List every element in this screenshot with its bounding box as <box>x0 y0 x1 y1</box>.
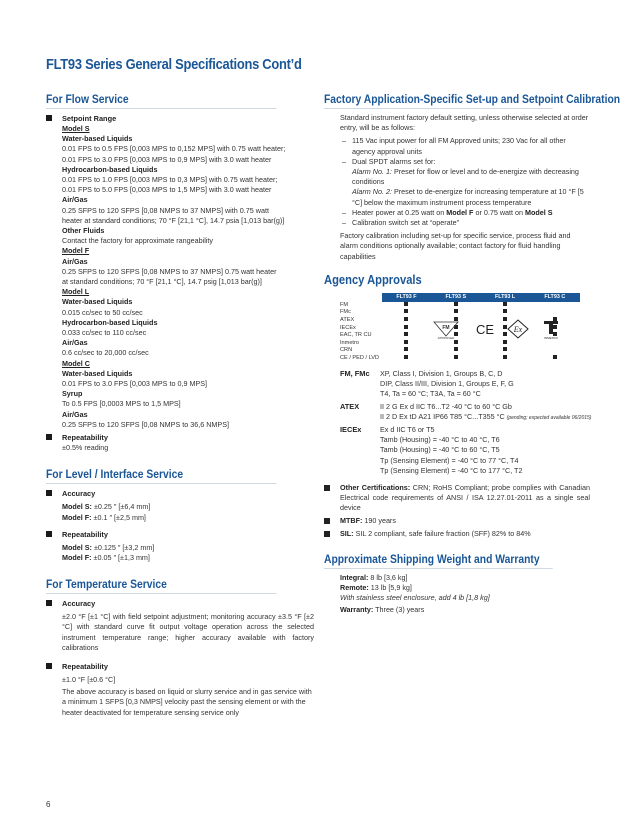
setpoint-range-bullet: Setpoint Range <box>46 113 314 124</box>
model-s-label: Model S: <box>62 542 92 552</box>
approval-mark <box>404 325 408 329</box>
agency-logos <box>432 318 582 338</box>
agency-cell <box>382 302 431 310</box>
fm-logo-sub: APPROVED <box>437 336 455 340</box>
agency-cell <box>382 347 431 355</box>
atex-line: II 2 D Ex tD A21 IP66 T85 °C...T355 °C <box>380 411 505 421</box>
agency-row-label: FMc <box>340 309 351 316</box>
ce-logo <box>476 322 494 337</box>
heater-text: or 0.75 watt on <box>473 207 525 217</box>
fm-line: XP, Class I, Division 1, Groups B, C, D <box>380 368 503 378</box>
agency-cell <box>481 340 530 348</box>
agency-cell <box>481 355 530 363</box>
agency-cell <box>382 309 431 317</box>
text-line: 0.01 FPS to 3.0 FPS [0,003 MPS to 0,9 MPS] <box>62 379 208 389</box>
alarm1-text: Preset for flow or level and to de-energize with decreasing conditions <box>352 167 579 187</box>
bullet-square <box>324 518 330 524</box>
agency-row <box>340 355 580 363</box>
iecex-line: Tamb (Housing) = -40 °C to 40 °C, T6 <box>380 435 500 444</box>
model-c-label: Model C <box>62 358 90 368</box>
approval-mark <box>454 302 458 306</box>
approval-mark <box>454 355 458 359</box>
text-line: 0.01 FPS to 5.0 FPS [0,003 MPS to 1,5 MPS] with 3.0 watt heater <box>62 185 272 195</box>
iecex-line: Tp (Sensing Element) = -40 °C to 77 °C, T4 <box>380 455 519 465</box>
approval-mark <box>454 347 458 351</box>
approval-mark <box>553 355 557 359</box>
approval-mark <box>503 355 507 359</box>
atex-label: ATEX <box>340 401 360 411</box>
agency-cell <box>431 302 481 310</box>
approval-mark <box>404 347 408 351</box>
atex-note: (pending; expected available 06/2015) <box>506 414 592 421</box>
agency-heading: Agency Approvals <box>324 271 422 287</box>
col-header: FLT93 F <box>382 293 431 302</box>
ex-logo <box>508 320 528 338</box>
integral-value: 8 lb [3,6 kg] <box>370 572 408 582</box>
agency-row-label: ATEX <box>340 317 355 324</box>
col-header: FLT93 C <box>530 293 580 302</box>
alarm2-text: Preset to de-energize for increasing temperature at 10 °F [5 °C] below the maximum instrument process temperature <box>352 187 584 207</box>
approval-mark <box>404 309 408 313</box>
agency-cell <box>382 340 431 348</box>
agency-cell <box>530 340 580 348</box>
alarm2-label: Alarm No. 2: <box>352 187 392 197</box>
text-line: heater at standard conditions; 70 °F [21,1 °C], 14.7 psia [1,013 bar(g)] <box>62 215 285 225</box>
level-heading: For Level / Interface Service <box>46 467 276 484</box>
level-repeatability-bullet: Repeatability <box>46 529 314 540</box>
text-line: 0.015 cc/sec to 50 cc/sec <box>62 307 143 317</box>
remote-note: With stainless steel enclosure, add 4 lb [1,8 kg] <box>340 593 490 603</box>
other-cert-label: Other Certifications: <box>340 482 411 492</box>
model-f-label: Model F: <box>62 552 92 562</box>
alarm1-label: Alarm No. 1: <box>352 167 392 177</box>
text-line: Contact the factory for approximate rangeability <box>62 236 214 246</box>
factory-item: – Dual SPDT alarms set for: <box>340 157 590 167</box>
approval-mark <box>404 355 408 359</box>
inmetro-logo <box>544 321 559 340</box>
warranty-label: Warranty: <box>340 605 374 615</box>
approval-mark <box>503 347 507 351</box>
value: ±0.125 ″ [±3,2 mm] <box>93 542 155 552</box>
repeatability-value: ±0.5% reading <box>62 443 109 453</box>
airgas-label: Air/Gas <box>62 338 88 348</box>
bullet-square <box>324 485 330 491</box>
text-line: 0.25 SFPS to 120 SFPS [0,08 NMPS to 37 NMPS] 0.75 watt heater <box>62 266 277 276</box>
iecex-line: Ex d IIC T6 or T5 <box>380 424 435 434</box>
shipping-heading: Approximate Shipping Weight and Warranty <box>324 552 553 569</box>
iecex-label: IECEx <box>340 424 362 434</box>
agency-row-label: Inmetro <box>340 339 359 346</box>
temp-heading: For Temperature Service <box>46 577 276 594</box>
approval-mark <box>454 340 458 344</box>
value: ±0.1 ″ [±2,5 mm] <box>93 512 146 522</box>
other-fluids-label: Other Fluids <box>62 226 105 236</box>
agency-row-label: FM <box>340 301 349 308</box>
approval-mark <box>454 309 458 313</box>
temp-accuracy-text: ±2.0 °F [±1 °C] with field setpoint adjustment; monitoring accuracy ±3.5 °F [±2 °C] with standard curve fit output voltage operation across the selected instrument temperature range; higher accuracy available with factory calibrations <box>62 612 314 652</box>
agency-row <box>340 340 580 348</box>
approval-mark <box>404 332 408 336</box>
sil-text: SIL 2 compliant, safe failure fraction (SFF) 82% to 84% <box>355 529 531 539</box>
hbl-label: Hydrocarbon-based Liquids <box>62 164 158 174</box>
mtbf-label: MTBF: <box>340 516 363 526</box>
sil-label: SIL: <box>340 529 354 539</box>
atex-line: II 2 G Ex d IIC T6...T2 -40 °C to 60 °C Gb <box>380 401 512 411</box>
text-line: at standard conditions; 70 °F [21,1 °C], 14.7 psig [1,013 bar(g)] <box>62 277 262 287</box>
factory-outro: Factory calibration including set-up for specific service, process fluid and alarm conditions optionally available; contact factory for fluid handling capabilities <box>340 231 571 261</box>
model-s-label: Model S <box>525 207 553 217</box>
fm-label: FM, FMc <box>340 368 370 378</box>
agency-cell <box>431 355 481 363</box>
agency-row-label: EAC, TR CU <box>340 332 372 339</box>
factory-item <box>340 208 590 218</box>
col-header: FLT93 S <box>431 293 481 302</box>
agency-cell <box>481 309 530 317</box>
agency-cell <box>431 309 481 317</box>
remote-label: Remote: <box>340 582 369 592</box>
wbl-label: Water-based Liquids <box>62 368 133 378</box>
page-number: 6 <box>46 800 51 809</box>
wbl-label: Water-based Liquids <box>62 297 133 307</box>
agency-cell <box>481 347 530 355</box>
repeatability-bullet: Repeatability <box>46 432 314 443</box>
agency-row <box>340 309 580 317</box>
right-column <box>324 92 621 615</box>
agency-cell <box>530 302 580 310</box>
text-line: 0.6 cc/sec to 20,000 cc/sec <box>62 348 149 358</box>
fm-line: DIP, Class II/III, Division 1, Groups E, F, G <box>380 378 514 388</box>
text-line: 0.25 SFPS to 120 SFPS [0,08 NMPS to 36,6 NMPS] <box>62 419 229 429</box>
approval-mark <box>503 309 507 313</box>
agency-cell <box>382 325 431 333</box>
agency-row-label: CE / PED / LVD <box>340 355 380 361</box>
text-line: 0.01 FPS to 3.0 FPS [0,003 MPS to 0,9 MPS] with 3.0 watt heater <box>62 154 272 164</box>
page-title: FLT93 Series General Specifications Cont’d <box>46 56 302 73</box>
airgas-label: Air/Gas <box>62 409 88 419</box>
agency-cell <box>530 309 580 317</box>
model-f-label: Model F <box>62 246 90 256</box>
flow-heading: For Flow Service <box>46 92 276 109</box>
iecex-line: Tp (Sensing Element) = -40 °C to 177 °C, T2 <box>380 466 523 476</box>
blank-header <box>340 293 382 302</box>
approval-mark <box>404 340 408 344</box>
agency-row <box>340 347 580 355</box>
wbl-label: Water-based Liquids <box>62 134 133 144</box>
fm-logo-text: FM <box>442 325 450 331</box>
airgas-label: Air/Gas <box>62 195 88 205</box>
remote-value: 13 lb [5,9 kg] <box>370 582 412 592</box>
temp-repeatability-bullet: Repeatability <box>46 661 314 672</box>
factory-heading: Factory Application-Specific Set-up and Setpoint Calibration <box>324 92 553 109</box>
value: ±0.05 ″ [±1,3 mm] <box>93 552 150 562</box>
factory-item: – 115 Vac input power for all FM Approved units; 230 Vac for all other agency approval units <box>340 136 590 156</box>
agency-row-label: CRN <box>340 347 353 354</box>
model-f-label: Model F: <box>62 512 92 522</box>
approval-mark <box>503 340 507 344</box>
warranty-value: Three (3) years <box>375 605 425 615</box>
agency-cell <box>530 355 580 363</box>
agency-cell <box>382 317 431 325</box>
mtbf-text: 190 years <box>364 516 396 526</box>
agency-details <box>324 369 590 481</box>
agency-cell <box>481 302 530 310</box>
factory-intro: Standard instrument factory default setting, unless otherwise selected at order entry, will be as follows: <box>340 113 589 133</box>
model-f-label: Model F <box>446 207 474 217</box>
hbl-label: Hydrocarbon-based Liquids <box>62 317 158 327</box>
left-column <box>46 92 314 718</box>
text-line: 0.01 FPS to 0.5 FPS [0,003 MPS to 0,152 MPS] with 0.75 watt heater; <box>62 144 286 154</box>
agency-cell <box>431 347 481 355</box>
factory-item: – Calibration switch set at “operate” <box>340 218 590 228</box>
approval-mark <box>404 302 408 306</box>
col-header: FLT93 L <box>481 293 530 302</box>
bullet-square <box>324 531 330 537</box>
approval-mark <box>503 302 507 306</box>
agency-cell <box>382 355 431 363</box>
temp-repeatability-value: ±1.0 °F [±0.6 °C] <box>62 674 116 684</box>
text-line: 0.25 SFPS to 120 SFPS [0,08 NMPS to 37 NMPS] with 0.75 watt <box>62 205 269 215</box>
agency-row-label: IECEx <box>340 324 356 331</box>
text-line: To 0.5 FPS [0,0003 MPS to 1,5 MPS] <box>62 399 181 409</box>
value: ±0.25 ″ [±6,4 mm] <box>93 502 151 512</box>
fm-line: T4, Ta = 60 °C; T3A, Ta = 60 °C <box>380 388 481 398</box>
iecex-line: Tamb (Housing) = -40 °C to 60 °C, T5 <box>380 445 500 455</box>
model-l-label: Model L <box>62 287 90 297</box>
text-line: 0.01 FPS to 1.0 FPS [0,003 MPS to 0,3 MPS] with 0.75 watt heater; <box>62 175 278 185</box>
approval-mark <box>404 317 408 321</box>
agency-cell <box>382 332 431 340</box>
agency-cell <box>431 340 481 348</box>
logos-svg <box>432 318 582 340</box>
model-s-label: Model S: <box>62 502 92 512</box>
fm-approved-logo <box>434 322 458 340</box>
integral-label: Integral: <box>340 572 369 582</box>
text-line: 0.033 cc/sec to 110 cc/sec <box>62 328 147 338</box>
model-s-label: Model S <box>62 124 90 133</box>
temp-accuracy-bullet: Accuracy <box>46 598 314 609</box>
agency-cell <box>530 347 580 355</box>
ex-logo-text: Ex <box>513 325 523 334</box>
other-cert-text: CRN; RoHS Compliant; probe complies with Canadian Electrical code requirements of ANSI / ISA 12.27.01-2011 as a single seal device <box>340 482 590 512</box>
agency-row <box>340 302 580 310</box>
inmetro-logo-text: INMETRO <box>544 336 558 340</box>
level-accuracy-bullet: Accuracy <box>46 488 314 499</box>
heater-text: Heater power at 0.25 watt on <box>352 207 447 217</box>
temp-repeatability-text: The above accuracy is based on liquid or slurry service and in gas service with a minimum 1 SFPS [0,3 NMPS] velocity past the sensing element or with the heater deactivated for temperature sensing service only <box>62 687 312 717</box>
airgas-label: Air/Gas <box>62 256 88 266</box>
syrup-label: Syrup <box>62 389 83 399</box>
ce-logo-text: CE <box>476 322 495 337</box>
